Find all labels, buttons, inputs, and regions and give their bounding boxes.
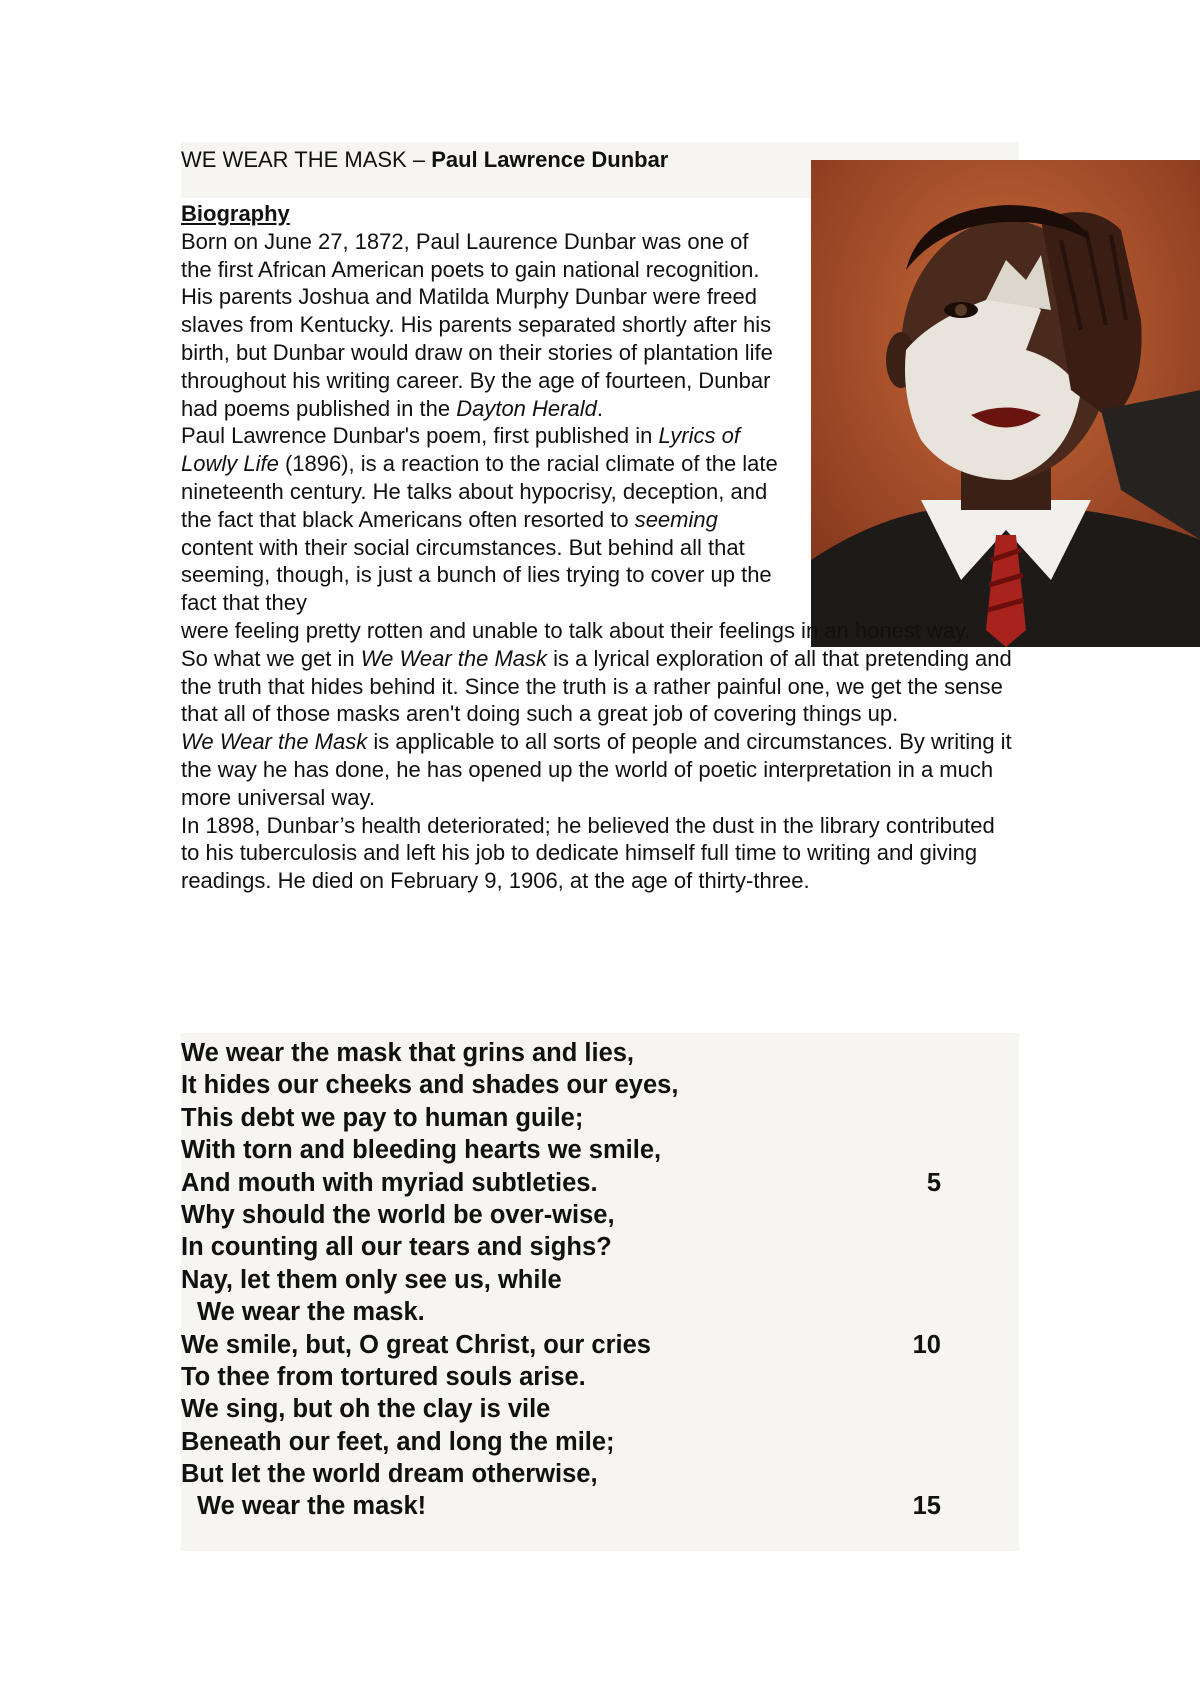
poem-line (181, 1361, 941, 1393)
poem-line-text: But let the world dream otherwise, (181, 1460, 598, 1489)
title-author: Paul Lawrence Dunbar (431, 147, 669, 172)
poem-line (181, 1134, 941, 1166)
poem-line (181, 1393, 941, 1425)
biography-paragraph-1: Born on June 27, 1872, Paul Laurence Dunbar was one of the first African American poets to gain national recognition. His parents Joshua and Matilda Murphy Dunbar were freed slaves from Kentucky. His parents separated shortly after his birth, but Dunbar would draw on their stories of plantation life throughout his writing career. By the age of fourteen, Dunbar had poems published in the Dayton Herald. (181, 228, 773, 421)
biography-paragraph-2-continued: were feeling pretty rotten and unable to talk about their feelings in an honest way. (181, 617, 971, 643)
poem-line-text: And mouth with myriad subtleties. (181, 1168, 598, 1197)
document-title (181, 146, 668, 174)
poem-line-text: With torn and bleeding hearts we smile, (181, 1136, 662, 1165)
title-text: WE WEAR THE MASK – (181, 147, 432, 172)
biography-paragraph-3: So what we get in We Wear the Mask is a lyrical exploration of all that pretending and the truth that hides behind it. Since the truth is a rather painful one, we get the sense that all of those masks aren't doing such a great job of covering things up. (181, 645, 1012, 727)
poem-line-text: Why should the world be over-wise, (181, 1200, 615, 1229)
poem-line-text: We sing, but oh the clay is vile (181, 1395, 551, 1424)
poem-line-text: We wear the mask that grins and lies, (181, 1039, 635, 1067)
poem-line-text: We wear the mask. (197, 1298, 425, 1327)
biography-section (181, 200, 1019, 895)
poem-line (181, 1102, 941, 1134)
poem-line-number: 5 (926, 1168, 941, 1197)
poem-line-number: 10 (912, 1330, 941, 1359)
poem-line (181, 1199, 941, 1231)
poem-line-text: We wear the mask! (197, 1492, 427, 1521)
poem-line (181, 1264, 941, 1296)
poem-line-text: Beneath our feet, and long the mile; (181, 1427, 615, 1456)
poem-line (181, 1069, 941, 1101)
biography-paragraph-5: In 1898, Dunbar’s health deteriorated; he believed the dust in the library contributed to his tuberculosis and left his job to dedicate himself full time to writing and giving readings. He died on February 9, 1906, at the age of thirty-three. (181, 812, 995, 894)
poem-line-text: To thee from tortured souls arise. (181, 1362, 586, 1391)
poem-line (181, 1231, 941, 1263)
poem-line-text: In counting all our tears and sighs? (181, 1233, 612, 1262)
poem-line (181, 1490, 941, 1522)
poem-line (181, 1167, 941, 1199)
poem-line-text: We smile, but, O great Christ, our cries (181, 1330, 651, 1359)
poem-line-text: It hides our cheeks and shades our eyes, (181, 1071, 679, 1100)
poem-text (181, 1037, 941, 1523)
poem-line-text: Nay, let them only see us, while (181, 1265, 562, 1294)
biography-paragraph-2: Paul Lawrence Dunbar's poem, first published in Lyrics of Lowly Life (1896), is a reaction to the racial climate of the late nineteenth century. He talks about hypocrisy, deception, and the fact that black Americans often resorted to seeming content with their social circumstances. But behind all that seeming, though, is just a bunch of lies trying to cover up the fact that they (181, 423, 778, 616)
poem-line (181, 1458, 941, 1490)
poem-line-text: This debt we pay to human guile; (181, 1103, 584, 1132)
biography-heading: Biography (181, 201, 290, 226)
poem-line (181, 1037, 941, 1069)
poem-line-number: 15 (912, 1492, 941, 1521)
poem-line (181, 1426, 941, 1458)
poem-line (181, 1329, 941, 1361)
poem-line (181, 1296, 941, 1328)
biography-paragraph-4: We Wear the Mask is applicable to all sorts of people and circumstances. By writing it the way he has done, he has opened up the world of poetic interpretation in a much more universal way. (181, 729, 1012, 810)
